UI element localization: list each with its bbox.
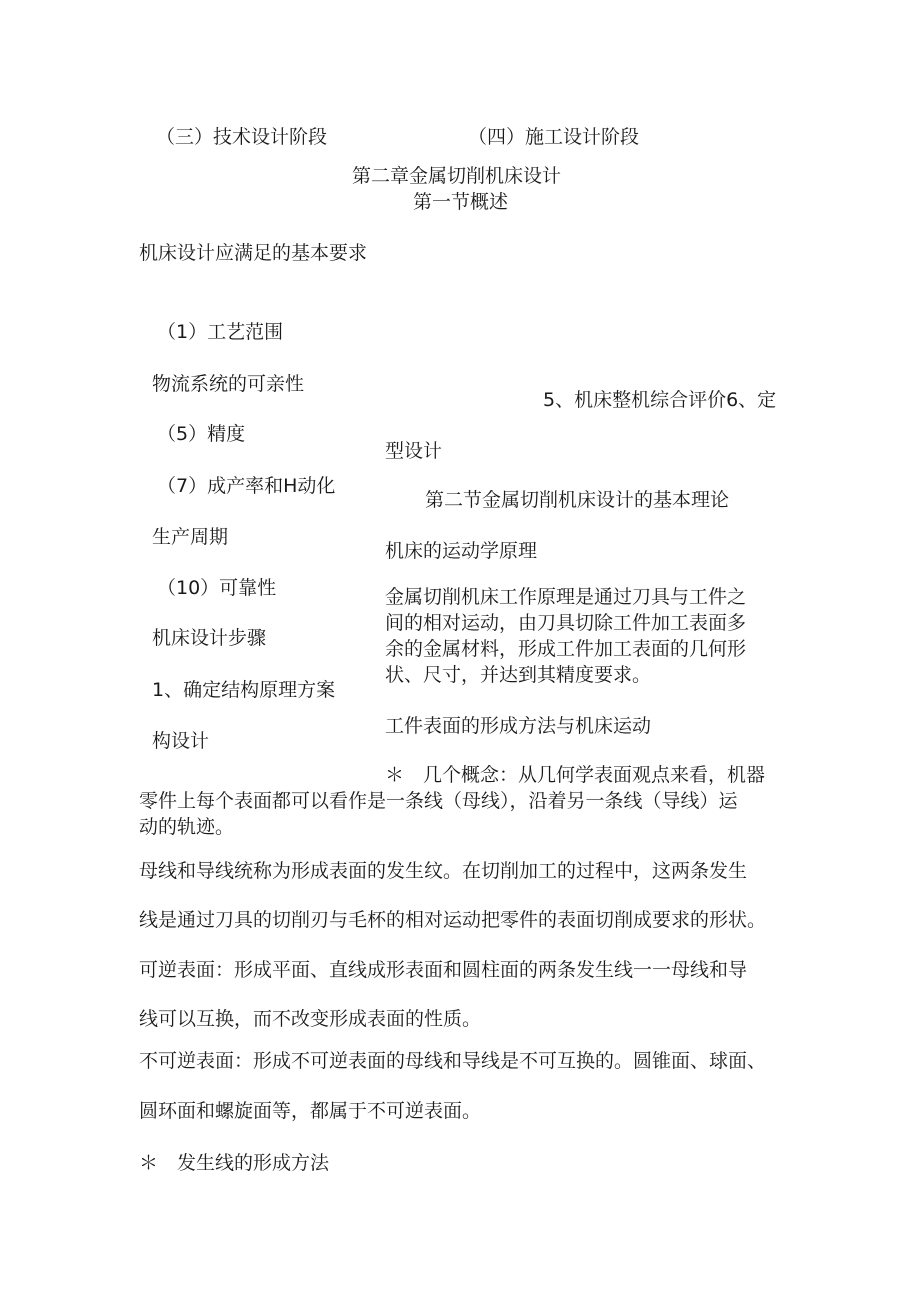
stage4-heading: （四）施工设计阶段 xyxy=(468,126,640,148)
step-5-6: 5、机床整机综合评价6、定 xyxy=(543,389,777,411)
section1-title: 第一节概述 xyxy=(413,191,509,213)
stage3-heading: （三）技术设计阶段 xyxy=(156,126,328,148)
step-1: 1、确定结构原理方案 xyxy=(152,679,336,701)
logistics-text: 物流系统的可亲性 xyxy=(152,373,305,395)
principle-line: 状、尺寸，并达到其精度要求。 xyxy=(385,664,652,686)
surface-methods-title: 工件表面的形成方法与机床运动 xyxy=(385,715,652,737)
chapter-title: 第二章金属切削机床设计 xyxy=(352,165,562,187)
principle-line: 间的相对运动，由刀具切除工件加工表面多 xyxy=(385,612,747,634)
concepts-paragraph xyxy=(139,762,765,840)
generatrix-line-1: 母线和导线统称为形成表面的发生纹。在切削加工的过程中，这两条发生 xyxy=(139,860,748,882)
structure-design: 构设计 xyxy=(152,730,210,752)
principle-line: 金属切削机床工作原理是通过刀具与工件之 xyxy=(385,586,747,608)
concepts-line: 动的轨迹。 xyxy=(139,816,235,838)
requirement-5: （5）精度 xyxy=(157,423,246,445)
requirement-1: （1）工艺范围 xyxy=(157,321,284,343)
irreversible-line-2: 圆环面和螺旋面等，都属于不可逆表面。 xyxy=(139,1100,482,1122)
irreversible-line-1: 不可逆表面：形成不可逆表面的母线和导线是不可互换的。圆锥面、球面、 xyxy=(139,1050,767,1072)
reversible-line-2: 线可以互换，而不改变形成表面的性质。 xyxy=(139,1008,482,1030)
concepts-line: ＊ 几个概念：从几何学表面观点来看，机器 xyxy=(385,764,766,786)
principle-paragraph xyxy=(385,584,746,688)
design-steps: 机床设计步骤 xyxy=(152,627,267,649)
section2-title: 第二节金属切削机床设计的基本理论 xyxy=(425,489,730,511)
reversible-line-1: 可逆表面：形成平面、直线成形表面和圆柱面的两条发生线一一母线和导 xyxy=(139,959,748,981)
principle-line: 余的金属材料，形成工件加工表面的几何形 xyxy=(385,638,747,660)
concepts-line: 零件上每个表面都可以看作是一条线（母线），沿着另一条线（导线）运 xyxy=(139,790,738,812)
finalize-design: 型设计 xyxy=(385,440,443,462)
requirement-10: （10）可靠性 xyxy=(157,577,277,599)
production-cycle: 生产周期 xyxy=(152,526,229,548)
basic-requirements: 机床设计应满足的基本要求 xyxy=(139,242,368,264)
generating-lines-method: ＊ 发生线的形成方法 xyxy=(139,1152,330,1174)
kinematics-title: 机床的运动学原理 xyxy=(385,540,538,562)
requirement-7: （7）成产率和H动化 xyxy=(157,475,336,497)
generatrix-line-2: 线是通过刀具的切削刃与毛杯的相对运动把零件的表面切削成要求的形状。 xyxy=(139,909,767,931)
